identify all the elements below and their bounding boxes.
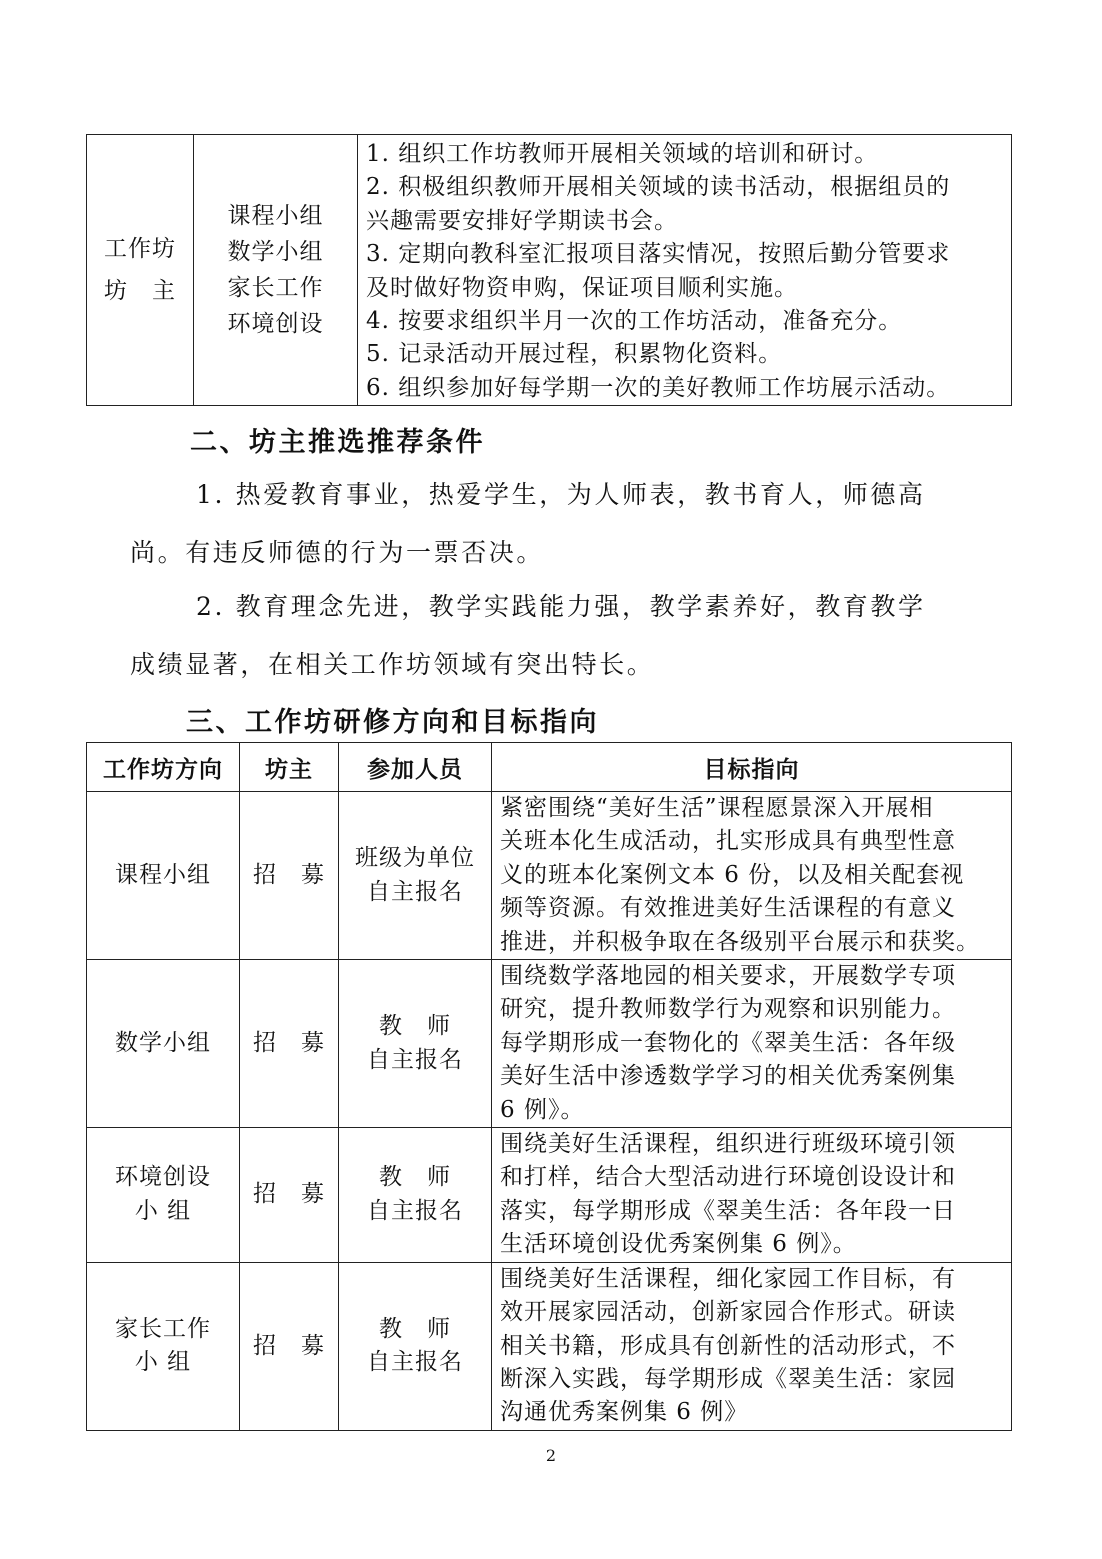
table-row xyxy=(87,792,1012,960)
duty-line: 兴趣需要安排好学期读书会。 xyxy=(366,207,678,234)
members-cell: 班级为单位 自主报名 xyxy=(339,792,492,960)
goal-line: 义的班本化案例文本 6 份，以及相关配套视 xyxy=(500,861,965,888)
page-number: 2 xyxy=(545,1446,557,1465)
duty-line: 1. 组织工作坊教师开展相关领域的培训和研讨。 xyxy=(366,141,879,167)
duty-line: 5. 记录活动开展过程，积累物化资料。 xyxy=(366,341,783,368)
goal-line: 生活环境创设优秀案例集 6 例》。 xyxy=(500,1231,857,1258)
goal-line: 沟通优秀案例集 6 例》 xyxy=(500,1399,749,1426)
goal-line: 美好生活中渗透数学学习的相关优秀案例集 xyxy=(500,1063,956,1090)
condition-1-line1: 1. 热爱教育事业，热爱学生，为人师表，教书育人，师德高 xyxy=(196,480,926,509)
host-cell: 招 募 xyxy=(240,1262,339,1430)
condition-2-line1: 2. 教育理念先进，教学实践能力强，教学素养好，教育教学 xyxy=(196,592,926,621)
condition-1-line2: 尚。有违反师德的行为一票否决。 xyxy=(130,538,545,567)
condition-2-line2: 成绩显著，在相关工作坊领域有突出特长。 xyxy=(130,650,655,679)
duty-line: 4. 按要求组织半月一次的工作坊活动，准备充分。 xyxy=(366,308,903,335)
table-row xyxy=(87,1262,1012,1430)
duty-line: 及时做好物资申购，保证项目顺利实施。 xyxy=(366,274,798,301)
direction-cell: 课程小组 xyxy=(87,792,240,960)
goal-line: 效开展家园活动，创新家园合作形式。研读 xyxy=(500,1299,956,1326)
goal-line: 围绕美好生活课程，细化家园工作目标，有 xyxy=(500,1265,956,1292)
direction-cell: 数学小组 xyxy=(87,960,240,1128)
goal-cell xyxy=(492,960,1012,1128)
members-cell: 教 师 自主报名 xyxy=(339,960,492,1128)
members-cell: 教 师 自主报名 xyxy=(339,1262,492,1430)
direction-cell: 家长工作 小 组 xyxy=(87,1262,240,1430)
section2-heading: 二、坊主推选推荐条件 xyxy=(190,427,485,458)
role-cell xyxy=(87,135,194,406)
goal-cell xyxy=(492,792,1012,960)
goal-line: 相关书籍，形成具有创新性的活动形式，不 xyxy=(500,1332,956,1359)
duty-line: 2. 积极组织教师开展相关领域的读书活动，根据组员的 xyxy=(366,174,951,201)
goal-line: 推进，并积极争取在各级别平台展示和获奖。 xyxy=(500,928,980,955)
goal-line: 每学期形成一套物化的《翠美生活：各年级 xyxy=(500,1029,956,1056)
goal-line: 和打样，结合大型活动进行环境创设设计和 xyxy=(500,1164,956,1191)
goal-cell xyxy=(492,1262,1012,1430)
goal-line: 紧密围绕“美好生活”课程愿景深入开展相 xyxy=(500,795,934,821)
goal-line: 6 例》。 xyxy=(500,1096,585,1123)
header-goal: 目标指向 xyxy=(492,743,1012,792)
members-cell: 教 师 自主报名 xyxy=(339,1128,492,1263)
host-cell: 招 募 xyxy=(240,960,339,1128)
goal-cell xyxy=(492,1128,1012,1263)
goal-line: 频等资源。有效推进美好生活课程的有意义 xyxy=(500,895,956,922)
table-row xyxy=(87,1128,1012,1263)
goal-line: 围绕数学落地园的相关要求，开展数学专项 xyxy=(500,963,956,990)
host-cell: 招 募 xyxy=(240,1128,339,1263)
goal-line: 落实，每学期形成《翠美生活：各年段一日 xyxy=(500,1197,956,1224)
header-members: 参加人员 xyxy=(339,743,492,792)
groups-cell xyxy=(194,135,358,406)
groups-text: 课程小组 数学小组 家长工作 环境创设 xyxy=(227,203,324,338)
table-row xyxy=(87,960,1012,1128)
duties-table xyxy=(86,134,1012,406)
goal-line: 围绕美好生活课程，组织进行班级环境引领 xyxy=(500,1131,956,1158)
direction-cell: 环境创设 小 组 xyxy=(87,1128,240,1263)
duty-line: 3. 定期向教科室汇报项目落实情况，按照后勤分管要求 xyxy=(366,241,951,268)
section3-heading: 三、工作坊研修方向和目标指向 xyxy=(186,707,599,738)
duty-line: 6. 组织参加好每学期一次的美好教师工作坊展示活动。 xyxy=(366,374,951,401)
goal-line: 关班本化生成活动，扎实形成具有典型性意 xyxy=(500,828,956,855)
goal-line: 研究，提升教师数学行为观察和识别能力。 xyxy=(500,996,956,1023)
header-host: 坊主 xyxy=(240,743,339,792)
directions-table xyxy=(86,742,1012,1431)
duties-list xyxy=(366,138,1003,405)
header-direction: 工作坊方向 xyxy=(87,743,240,792)
goal-line: 断深入实践，每学期形成《翠美生活：家园 xyxy=(500,1365,956,1392)
host-cell: 招 募 xyxy=(240,792,339,960)
role-text: 工作坊 坊 主 xyxy=(104,236,176,305)
duties-cell xyxy=(358,135,1012,406)
